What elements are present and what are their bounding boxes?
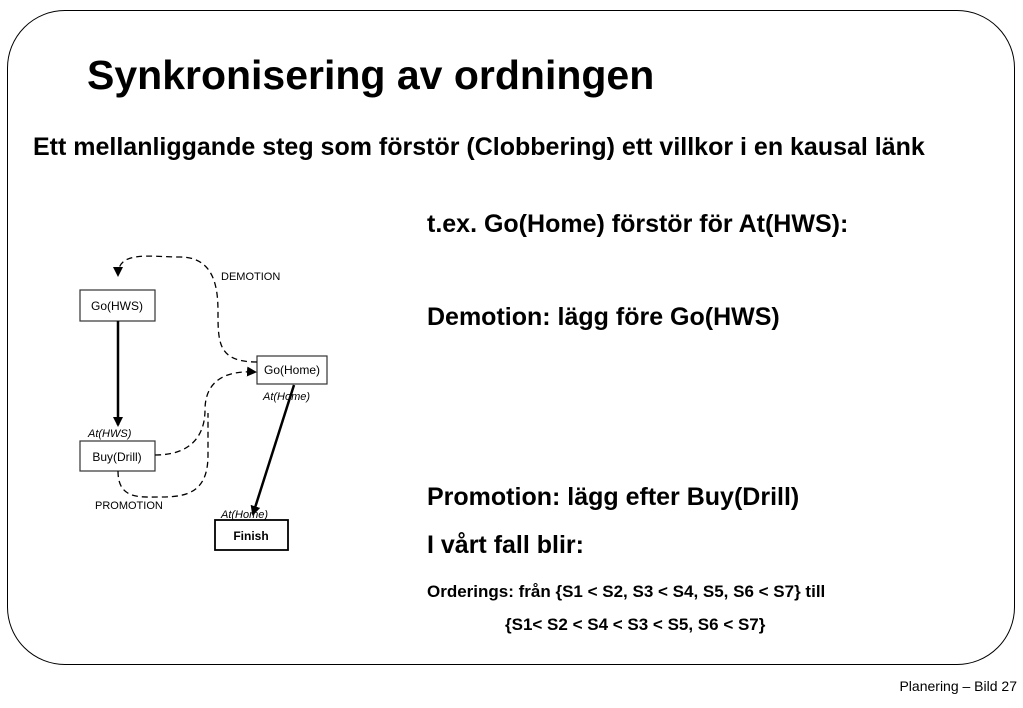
- orderings-line-1: Orderings: från {S1 < S2, S3 < S4, S5, S6 < S7} till: [427, 582, 826, 601]
- our-case-text: I vårt fall blir:: [427, 531, 584, 559]
- node-go-hws-label: Go(HWS): [91, 299, 143, 313]
- promotion-text: Promotion: lägg efter Buy(Drill): [427, 483, 800, 511]
- at-home-label-2: At(Home): [221, 509, 269, 521]
- slide-subtitle: Ett mellanliggande steg som förstör (Clobbering) ett villkor i en kausal länk: [33, 133, 925, 161]
- demotion-text: Demotion: lägg före Go(HWS): [427, 303, 780, 331]
- clobbering-diagram: [70, 235, 340, 555]
- go-home-ordering-arrow: [155, 372, 255, 455]
- demotion-label: DEMOTION: [221, 271, 281, 283]
- causal-link-at-home: [253, 385, 294, 514]
- promotion-label: PROMOTION: [95, 500, 163, 512]
- footer-slide-number: Planering – Bild 27: [899, 678, 1017, 694]
- node-finish-label: Finish: [233, 529, 269, 543]
- at-home-label-1: At(Home): [263, 391, 311, 403]
- node-buy-drill-label: Buy(Drill): [92, 450, 142, 464]
- orderings-line-2: {S1< S2 < S4 < S3 < S5, S6 < S7}: [505, 615, 766, 634]
- slide-title: Synkronisering av ordningen: [87, 52, 655, 98]
- node-go-home-label: Go(Home): [263, 363, 321, 377]
- example-text: t.ex. Go(Home) förstör för At(HWS):: [427, 210, 849, 238]
- at-hws-label: At(HWS): [88, 428, 132, 440]
